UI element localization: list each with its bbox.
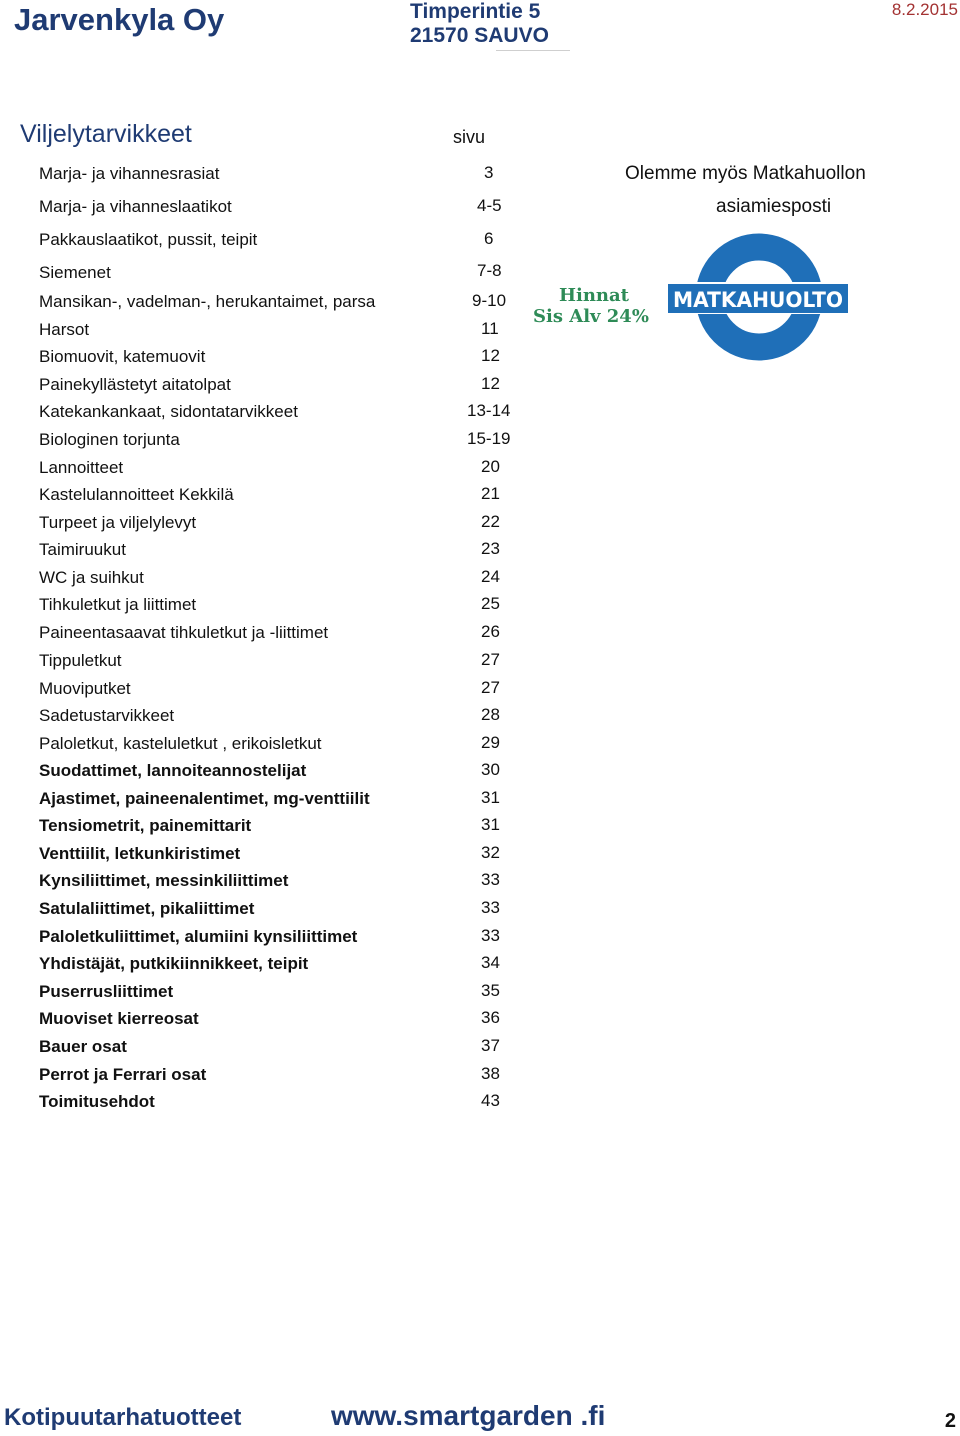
toc-label: Taimiruukut — [39, 540, 126, 559]
street-address: Timperintie 5 — [410, 0, 541, 23]
toc-label: Sadetustarvikkeet — [39, 706, 175, 725]
toc-page: 25 — [481, 594, 500, 613]
toc-page: 36 — [481, 1008, 500, 1027]
toc-page: 33 — [481, 870, 500, 889]
toc-page: 15-19 — [467, 429, 511, 448]
toc-label: Suodattimet, lannoiteannostelijat — [39, 761, 307, 780]
toc-page: 27 — [481, 650, 500, 669]
toc-label: Puserrusliittimet — [39, 982, 174, 1001]
matkahuolto-logo — [666, 232, 850, 367]
toc-label: Muoviputket — [39, 679, 131, 698]
toc-label: Mansikan-, vadelman-, herukantaimet, parsa — [39, 292, 376, 311]
toc-page: 33 — [481, 898, 500, 917]
toc-label: Tippuletkut — [39, 651, 122, 670]
toc-page: 31 — [481, 788, 500, 807]
toc-page: 35 — [481, 981, 500, 1000]
toc-label: Harsot — [39, 320, 90, 339]
company-name: Jarvenkyla Oy — [14, 2, 225, 37]
toc-label: WC ja suihkut — [39, 568, 144, 587]
toc-page: 7-8 — [477, 261, 502, 280]
toc-page: 20 — [481, 457, 500, 476]
toc-label: Turpeet ja viljelylevyt — [39, 513, 197, 532]
postal-address: 21570 SAUVO — [410, 24, 549, 47]
toc-page: 30 — [481, 760, 500, 779]
toc-page: 28 — [481, 705, 500, 724]
toc-label: Yhdistäjät, putkikiinnikkeet, teipit — [39, 954, 309, 973]
toc-label: Biologinen torjunta — [39, 430, 180, 449]
toc-label: Katekankankaat, sidontatarvikkeet — [39, 402, 298, 421]
toc-label: Paloletkuliittimet, alumiini kynsiliittimet — [39, 927, 358, 946]
toc-page: 34 — [481, 953, 500, 972]
toc-page: 4-5 — [477, 196, 502, 215]
toc-page: 31 — [481, 815, 500, 834]
toc-label: Bauer osat — [39, 1037, 127, 1056]
prices-line2: Sis Alv 24% — [533, 306, 649, 327]
toc-page: 12 — [481, 374, 500, 393]
footer-page-number: 2 — [944, 1410, 956, 1432]
toc-page: 24 — [481, 567, 500, 586]
header-divider — [496, 50, 570, 51]
toc-page: 21 — [481, 484, 500, 503]
toc-label: Paloletkut, kasteluletkut , erikoisletkut — [39, 734, 322, 753]
toc-label: Biomuovit, katemuovit — [39, 347, 206, 366]
toc-page: 13-14 — [467, 401, 511, 420]
toc-page: 37 — [481, 1036, 500, 1055]
toc-label: Tihkuletkut ja liittimet — [39, 595, 197, 614]
toc-label: Muoviset kierreosat — [39, 1009, 199, 1028]
section-title: Viljelytarvikkeet — [20, 120, 192, 148]
toc-page: 26 — [481, 622, 500, 641]
matkahuolto-notice-line2: asiamiesposti — [716, 196, 832, 217]
document-date: 8.2.2015 — [891, 0, 958, 19]
matkahuolto-logo-graphic — [666, 232, 850, 362]
toc-label: Paineentasaavat tihkuletkut ja -liittimet — [39, 623, 329, 642]
toc-label: Marja- ja vihannesrasiat — [39, 164, 220, 183]
page-column-header: sivu — [453, 127, 486, 147]
toc-page: 12 — [481, 346, 500, 365]
toc-label: Kastelulannoitteet Kekkilä — [39, 485, 234, 504]
toc-label: Venttiilit, letkunkiristimet — [39, 844, 241, 863]
toc-page: 27 — [481, 678, 500, 697]
toc-page: 29 — [481, 733, 500, 752]
prices-note — [533, 285, 649, 327]
toc-label: Toimitusehdot — [39, 1092, 155, 1111]
toc-label: Marja- ja vihanneslaatikot — [39, 197, 232, 216]
toc-label: Pakkauslaatikot, pussit, teipit — [39, 230, 258, 249]
toc-label: Ajastimet, paineenalentimet, mg-venttiilit — [39, 789, 370, 808]
toc-label: Satulaliittimet, pikaliittimet — [39, 899, 255, 918]
toc-page: 6 — [484, 229, 494, 248]
matkahuolto-notice-line1: Olemme myös Matkahuollon — [625, 163, 866, 184]
footer-category: Kotipuutarhatuotteet — [4, 1404, 242, 1431]
matkahuolto-logo-text: MATKAHUOLTO — [673, 288, 843, 312]
toc-page: 3 — [484, 163, 494, 182]
toc-page: 43 — [481, 1091, 500, 1110]
toc-page: 23 — [481, 539, 500, 558]
toc-page: 9-10 — [472, 291, 507, 310]
toc-page: 33 — [481, 926, 500, 945]
toc-page: 32 — [481, 843, 500, 862]
toc-label: Painekyllästetyt aitatolpat — [39, 375, 231, 394]
footer-website-link[interactable]: www.smartgarden .fi — [331, 1400, 606, 1431]
toc-label: Perrot ja Ferrari osat — [39, 1065, 207, 1084]
toc-label: Lannoitteet — [39, 458, 124, 477]
toc-page: 11 — [481, 319, 499, 338]
toc-page: 22 — [481, 512, 500, 531]
prices-line1: Hinnat — [559, 285, 629, 306]
toc-page: 38 — [481, 1064, 500, 1083]
toc-label: Kynsiliittimet, messinkiliittimet — [39, 871, 289, 890]
toc-label: Tensiometrit, painemittarit — [39, 816, 252, 835]
toc-label: Siemenet — [39, 263, 111, 282]
